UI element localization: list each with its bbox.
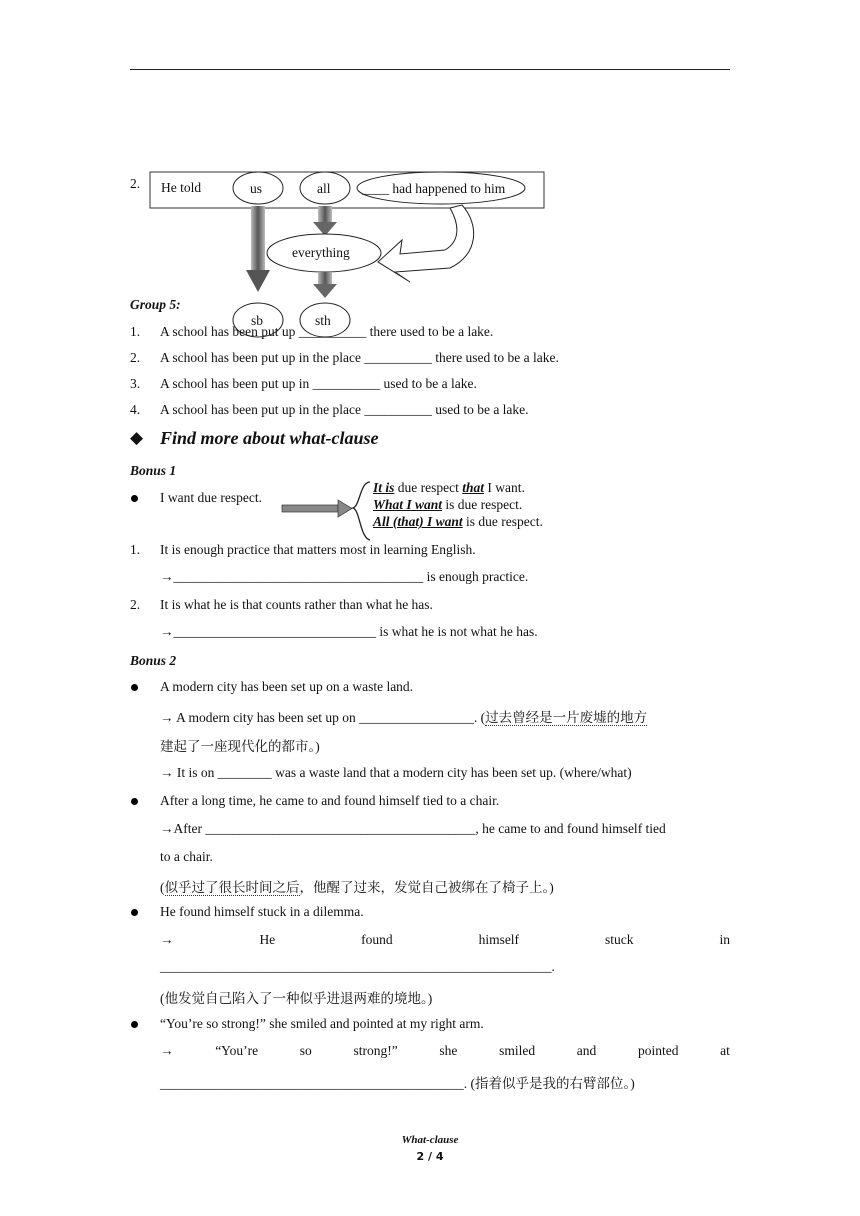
item-number: 2. [130,176,141,191]
section-title: Find more about what-clause [160,428,379,448]
had-happened-label: ____ had happened to him [362,181,506,196]
group5-title: Group 5: [130,297,181,312]
b2-item3-chinese: (他发觉自己陷入了一种似乎进退两难的境地。) [160,991,433,1006]
everything-label: everything [292,245,350,260]
transform-arrow [280,478,380,546]
g5-num-3: 3. [130,376,141,391]
b1-q1-text: It is enough practice that matters most in learning English. [160,542,476,557]
arrow-all-shaft [318,206,332,224]
transform-2: What I want is due respect. [373,497,523,512]
arrow-us-shaft [251,206,265,272]
bullet-dot [131,909,138,916]
g5-num-1: 1. [130,324,141,339]
g5-text-3: A school has been put up in __________ used to be a lake. [160,376,477,391]
sb-label: sb [251,313,264,328]
b1-q2-num: 2. [130,597,141,612]
g5-text-1: A school has been put up __________ there used to be a lake. [160,324,494,339]
bullet-dot [131,495,138,502]
b1-q1-answer: →_____________________________________ is enough practice. [160,569,529,584]
brace-icon [353,482,370,540]
bonus1-bullet-text: I want due respect. [160,490,262,505]
arrow-everything-shaft [318,272,332,286]
g5-text-4: A school has been put up in the place __________ used to be a lake. [160,402,529,417]
b2-item2-answer-cont: to a chair. [160,849,213,864]
b2-item3: He found himself stuck in a dilemma. [160,904,364,919]
transform-1: It is due respect that I want. [373,480,525,495]
b2-item2-answer: →After ________________________________________, he came to and found himself tied [160,821,666,836]
b2-item3-blank: __________________________________________________________. [160,959,555,974]
b2-item2: After a long time, he came to and found himself tied to a chair. [160,793,500,808]
b2-item1: A modern city has been set up on a waste land. [160,679,414,694]
bullet-dot [131,684,138,691]
footer-title: What-clause [401,1134,459,1146]
b2-item2-chinese: (似乎过了很长时间之后，他醒了过来，发觉自己被绑在了椅子上。) [160,880,554,895]
sth-label: sth [315,313,331,328]
bullet-dot [131,798,138,805]
diagram-graphic [0,0,860,340]
b2-item4-answer: → “You’re so strong!” she smiled and pointed at [160,1043,730,1058]
b2-item4: “You’re so strong!” she smiled and pointed at my right arm. [160,1016,484,1031]
g5-num-2: 2. [130,350,141,365]
he-told-label: He told [161,180,202,195]
bullet-dot [131,1021,138,1028]
arrow-us-head [246,270,270,292]
b1-q2-answer: →______________________________ is what he is not what he has. [160,624,538,639]
g5-text-2: A school has been put up in the place __________ there used to be a lake. [160,350,559,365]
bonus2-title: Bonus 2 [130,653,177,668]
b2-item1-answer1: → A modern city has been set up on _________________. (过去曾经是一片废墟的地方 [160,710,648,725]
b1-q1-num: 1. [130,542,141,557]
all-label: all [317,181,331,196]
arrow-everything-head [313,284,337,298]
b2-item1-answer2: → It is on ________ was a waste land that a modern city has been set up. (where/what) [160,765,632,780]
us-label: us [250,181,263,196]
bonus1-title: Bonus 1 [130,463,177,478]
b2-item3-answer: → He found himself stuck in [160,932,730,947]
page-number: 2 / 4 [416,1150,444,1163]
curved-arrow [378,205,474,282]
diamond-icon: ◆ [130,428,144,447]
g5-num-4: 4. [130,402,141,417]
b2-item1-answer1-cont: 建起了一座现代化的都市。) [160,739,320,754]
b1-q2-text: It is what he is that counts rather than what he has. [160,597,433,612]
transform-3: All (that) I want is due respect. [373,514,543,529]
b2-item4-blank: _____________________________________________. (指着似乎是我的右臂部位。) [160,1076,635,1091]
